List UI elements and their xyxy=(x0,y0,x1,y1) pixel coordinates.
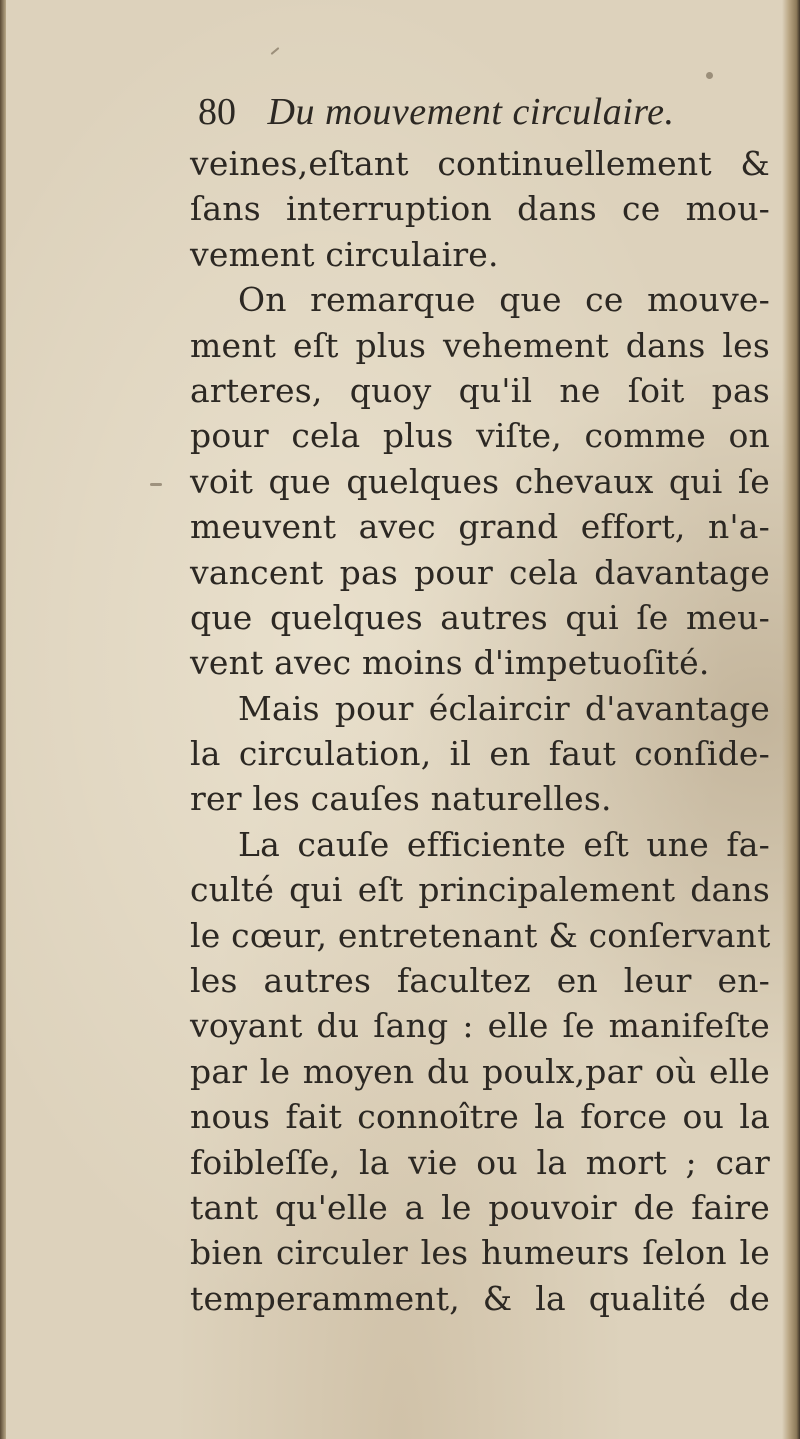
text-line: On remarque que ce mouve- xyxy=(238,280,770,320)
page-number: 80 xyxy=(198,91,236,133)
text-line: le cœur, entretenant & conſervant xyxy=(190,915,771,955)
ink-speck xyxy=(706,72,713,79)
ink-speck xyxy=(271,47,280,55)
running-head-title: Du mouvement circulaire. xyxy=(267,91,675,133)
text-line: tant qu'elle a le pouvoir de faire xyxy=(190,1187,770,1227)
text-line: voyant du ſang : elle ſe manifeſte xyxy=(190,1006,770,1046)
ink-speck xyxy=(150,483,162,486)
text-line: les autres facultez en leur en- xyxy=(190,961,770,1001)
text-line: foibleſſe, la vie ou la mort ; car xyxy=(190,1142,770,1182)
text-block xyxy=(190,85,770,1321)
text-line: temperamment, & la qualité de xyxy=(190,1278,770,1318)
page-gutter-shadow xyxy=(782,0,800,1439)
text-line: La cauſe efficiente eſt une fa- xyxy=(238,824,770,864)
text-line: nous fait connoître la force ou la xyxy=(190,1097,770,1137)
text-line: rer les cauſes naturelles. xyxy=(190,779,612,819)
text-line: Mais pour éclaircir d'avantage xyxy=(238,688,770,728)
page-left-edge xyxy=(0,0,6,1439)
text-line: meuvent avec grand effort, n'a- xyxy=(190,507,770,547)
text-line: la circulation, il en faut conſide- xyxy=(190,734,770,774)
running-head xyxy=(190,85,770,139)
text-line: culté qui eſt principalement dans xyxy=(190,870,770,910)
text-line: ſans interruption dans ce mou- xyxy=(190,189,770,229)
text-line: arteres, quoy qu'il ne ſoit pas xyxy=(190,370,770,410)
text-line: pour cela plus viſte, comme on xyxy=(190,416,770,456)
text-line: vement circulaire. xyxy=(190,234,499,274)
text-line: bien circuler les humeurs ſelon le xyxy=(190,1233,770,1273)
text-line: vent avec moins d'impetuoſité. xyxy=(190,643,710,683)
text-line: veines,eſtant continuellement & xyxy=(190,144,770,183)
text-line: par le moyen du poulx,par où elle xyxy=(190,1051,770,1091)
text-line: que quelques autres qui ſe meu- xyxy=(190,597,770,637)
text-line: voit que quelques chevaux qui ſe xyxy=(190,461,770,501)
text-line: vancent pas pour cela davantage xyxy=(190,552,770,592)
text-line: ment eſt plus vehement dans les xyxy=(190,325,770,365)
